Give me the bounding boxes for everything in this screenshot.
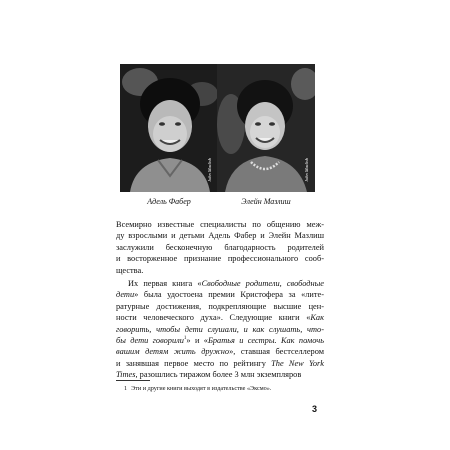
book-title: говорить, чтобы дети слушали, и как слушать, что- [116,324,324,334]
text-line: щества. [116,265,144,275]
footnote-divider [116,380,150,381]
photo-adele-faber [120,64,218,192]
portrait-image [120,64,218,192]
footnote [116,385,326,393]
photo-caption: Элейн Мазлиш [241,197,291,206]
portrait-image [217,64,315,192]
text-line: Их первая книга «Свободные родители, свободные [128,279,324,288]
text-line: ности человеческого духа». Следующие книги «Как [116,313,324,323]
photo-credit: John Mazlish [207,157,212,183]
text-line: ратурные достижения, подкрепляющие высшие цен- [116,301,324,311]
text-line: и восторженное признание профессионального сооб- [116,254,324,264]
photo-caption: Адель Фабер [147,197,191,206]
book-title: Как [310,313,324,323]
text-line: ду взрослыми и детьми Адель Фабер и Элейн Мазлиш [116,231,324,241]
book-title: Свободные родители, свободные [201,279,324,288]
paragraph-authors [116,219,324,276]
text-line: вашим детям жить дружно», ставшая бестселлером [116,347,324,357]
footnote-ref: 1 [183,336,187,342]
newspaper-title: The New York [271,358,324,368]
footnote-text: Эти и другие книги выходят в издательстве «Эксмо». [131,385,272,392]
text-line: заслужили бесконечную благодарность родителей [116,242,324,252]
text-line: бы дети говорили$^1$» и «Братья и сестры. Как помочь [116,336,324,346]
text-line: Всемирно известные специалисты по общению меж- [116,220,324,229]
book-title: вашим детям жить дружно [116,347,230,357]
book-title: Братья и сестры. Как помочь [207,336,324,346]
paragraph-books [116,278,324,381]
text-line: Times, разошлись тиражом более 3 млн экземпляров [116,370,302,380]
book-title: бы дети говорили [116,336,184,346]
page-number: 3 [312,404,318,414]
newspaper-title: Times [116,370,136,380]
text-line: дети» была удостоена премии Кристофера за «лите- [116,290,324,300]
text-line [116,324,324,335]
footnote-number: 1 [124,385,128,392]
book-title: дети [116,290,135,300]
text-line: и занявшая первое место по рейтингу The New York [116,358,324,368]
photo-credit: John Mazlish [304,157,309,183]
photo-elaine-mazlish [217,64,315,192]
